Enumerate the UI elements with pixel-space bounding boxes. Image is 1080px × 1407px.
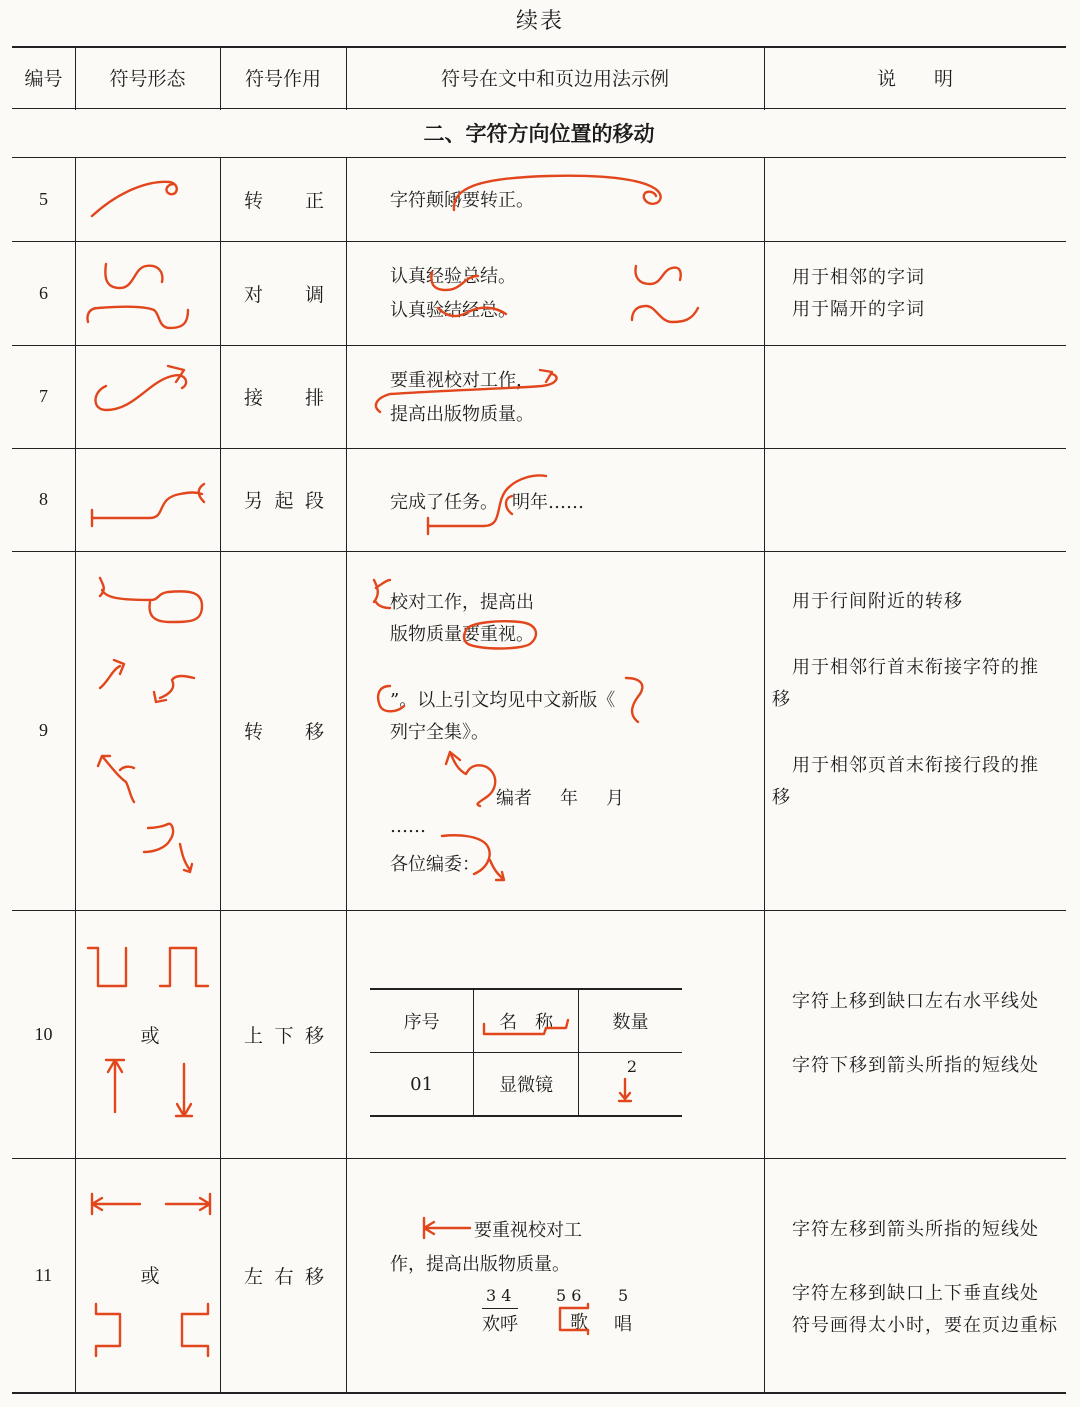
note-text: 字符左移到箭头所指的短线处 字符左移到缺口上下垂直线处 符号画得太小时，要在页边重标 xyxy=(792,1219,1058,1336)
example-text: 列宁全集》。 xyxy=(390,722,489,743)
col-rule xyxy=(220,157,221,1393)
function-char: 段 xyxy=(304,490,324,512)
or-text: 或 xyxy=(140,1264,160,1287)
col-rule xyxy=(764,157,765,1393)
example-text: 版物质量要重视。 xyxy=(390,624,534,645)
function-char: 排 xyxy=(304,387,324,409)
function-char: 正 xyxy=(304,189,324,212)
example-text: 唱 xyxy=(614,1314,632,1335)
row-rule xyxy=(12,910,1066,911)
function-char: 转 xyxy=(244,721,264,743)
table-bottom-rule xyxy=(12,1392,1066,1394)
row-rule xyxy=(12,241,1066,242)
function-char: 移 xyxy=(304,1265,324,1288)
example-text: 认真验结经总。 xyxy=(390,300,516,321)
or-text: 或 xyxy=(140,1024,160,1047)
example-text: 编者 年 月 xyxy=(496,788,624,809)
turn-upright-mark xyxy=(88,172,188,222)
header-note: 说 明 xyxy=(876,67,953,90)
header-num: 编号 xyxy=(24,67,63,90)
function-label xyxy=(222,345,346,448)
table-cell: 01 xyxy=(370,1053,474,1117)
example-text: 要重视校对工 xyxy=(474,1220,582,1241)
header-shape: 符号形态 xyxy=(109,67,186,90)
shift-up-mark xyxy=(480,1016,576,1042)
example-text: 完成了任务。 明年…… xyxy=(390,492,584,513)
row-number: 5 xyxy=(39,188,48,209)
example-text: 认真经验总结。 xyxy=(390,266,516,287)
example-text: …… xyxy=(390,816,426,837)
example-new-paragraph-mark xyxy=(424,468,554,542)
example-text: 校对工作，提高出 xyxy=(390,592,534,613)
function-label xyxy=(222,551,346,910)
table-cell: 名 称 xyxy=(474,989,579,1053)
example-text: 各位编委： xyxy=(390,854,480,875)
row-number: 10 xyxy=(34,1023,53,1044)
header-example: 符号在文中和页边用法示例 xyxy=(440,67,669,90)
example-text: 3 4 xyxy=(486,1286,512,1305)
example-transfer-marks xyxy=(370,574,670,894)
note-text: 用于行间附近的转移 用于相邻行首末衔接字符的推 移 用于相邻页首末衔接行段的推 移 xyxy=(772,591,1039,808)
join-mark xyxy=(88,362,198,422)
function-label xyxy=(222,448,346,551)
function-char: 移 xyxy=(304,1024,324,1047)
row-number: 11 xyxy=(34,1264,53,1285)
row-number: 9 xyxy=(39,720,48,740)
page-title: 续表 xyxy=(515,9,564,34)
example-left-arrow-mark xyxy=(420,1216,476,1240)
function-char: 上 xyxy=(244,1024,264,1047)
row-rule xyxy=(12,345,1066,346)
example-text: 5 6 xyxy=(556,1286,582,1305)
row-rule xyxy=(12,1158,1066,1159)
function-label xyxy=(222,1158,346,1392)
example-table xyxy=(370,988,682,1117)
function-char: 另 xyxy=(244,490,264,512)
section-title: 二、字符方向位置的移动 xyxy=(423,122,655,146)
shift-down-mark xyxy=(615,1073,639,1109)
transfer-marks xyxy=(90,570,214,880)
swap-mark xyxy=(84,258,204,338)
function-char: 起 xyxy=(274,490,294,512)
example-text: 歌 xyxy=(570,1312,588,1333)
example-text: 要重视校对工作， xyxy=(390,370,534,391)
table-cell: 2 xyxy=(578,1053,682,1117)
example-text: 欢呼 xyxy=(482,1308,518,1336)
example-text: ”。以上引文均见中文新版《 xyxy=(390,690,616,711)
header-rule xyxy=(12,108,1066,109)
function-char: 对 xyxy=(244,283,264,306)
function-label xyxy=(222,241,346,345)
row-number: 8 xyxy=(39,489,48,509)
example-turn-mark xyxy=(448,168,668,218)
function-label xyxy=(222,157,346,241)
table-cell: 序号 xyxy=(370,989,474,1053)
function-char: 转 xyxy=(244,189,264,212)
function-char: 下 xyxy=(274,1024,294,1047)
function-label xyxy=(222,910,346,1158)
example-swap-mark xyxy=(418,268,538,324)
example-left-shift-mark xyxy=(548,1302,598,1336)
example-text: 作，提高出版物质量。 xyxy=(390,1254,570,1275)
table-cell: 数量 xyxy=(578,989,682,1053)
new-paragraph-mark xyxy=(86,478,216,538)
function-char: 接 xyxy=(244,387,264,409)
function-char: 移 xyxy=(304,721,324,743)
table-cell: 显微镜 xyxy=(474,1053,579,1117)
function-char: 左 xyxy=(244,1265,264,1288)
example-join-mark xyxy=(370,364,570,424)
row-number: 7 xyxy=(39,386,48,406)
col-rule xyxy=(346,157,347,1393)
function-char: 右 xyxy=(274,1265,294,1288)
header-function: 符号作用 xyxy=(244,67,321,90)
margin-swap-mark xyxy=(626,262,716,332)
note-text: 用于相邻的字词 用于隔开的字词 xyxy=(792,267,925,320)
function-char: 调 xyxy=(304,283,324,306)
example-text: 提高出版物质量。 xyxy=(390,404,534,425)
col-rule xyxy=(75,157,76,1393)
example-text: 字符颠倒要转正。 xyxy=(390,187,534,211)
row-rule xyxy=(12,551,1066,552)
row-number: 6 xyxy=(39,282,48,303)
example-text: 5 xyxy=(618,1286,629,1305)
row-rule xyxy=(12,448,1066,449)
note-text: 字符上移到缺口左右水平线处 字符下移到箭头所指的短线处 xyxy=(792,991,1039,1076)
section-rule xyxy=(12,157,1066,158)
